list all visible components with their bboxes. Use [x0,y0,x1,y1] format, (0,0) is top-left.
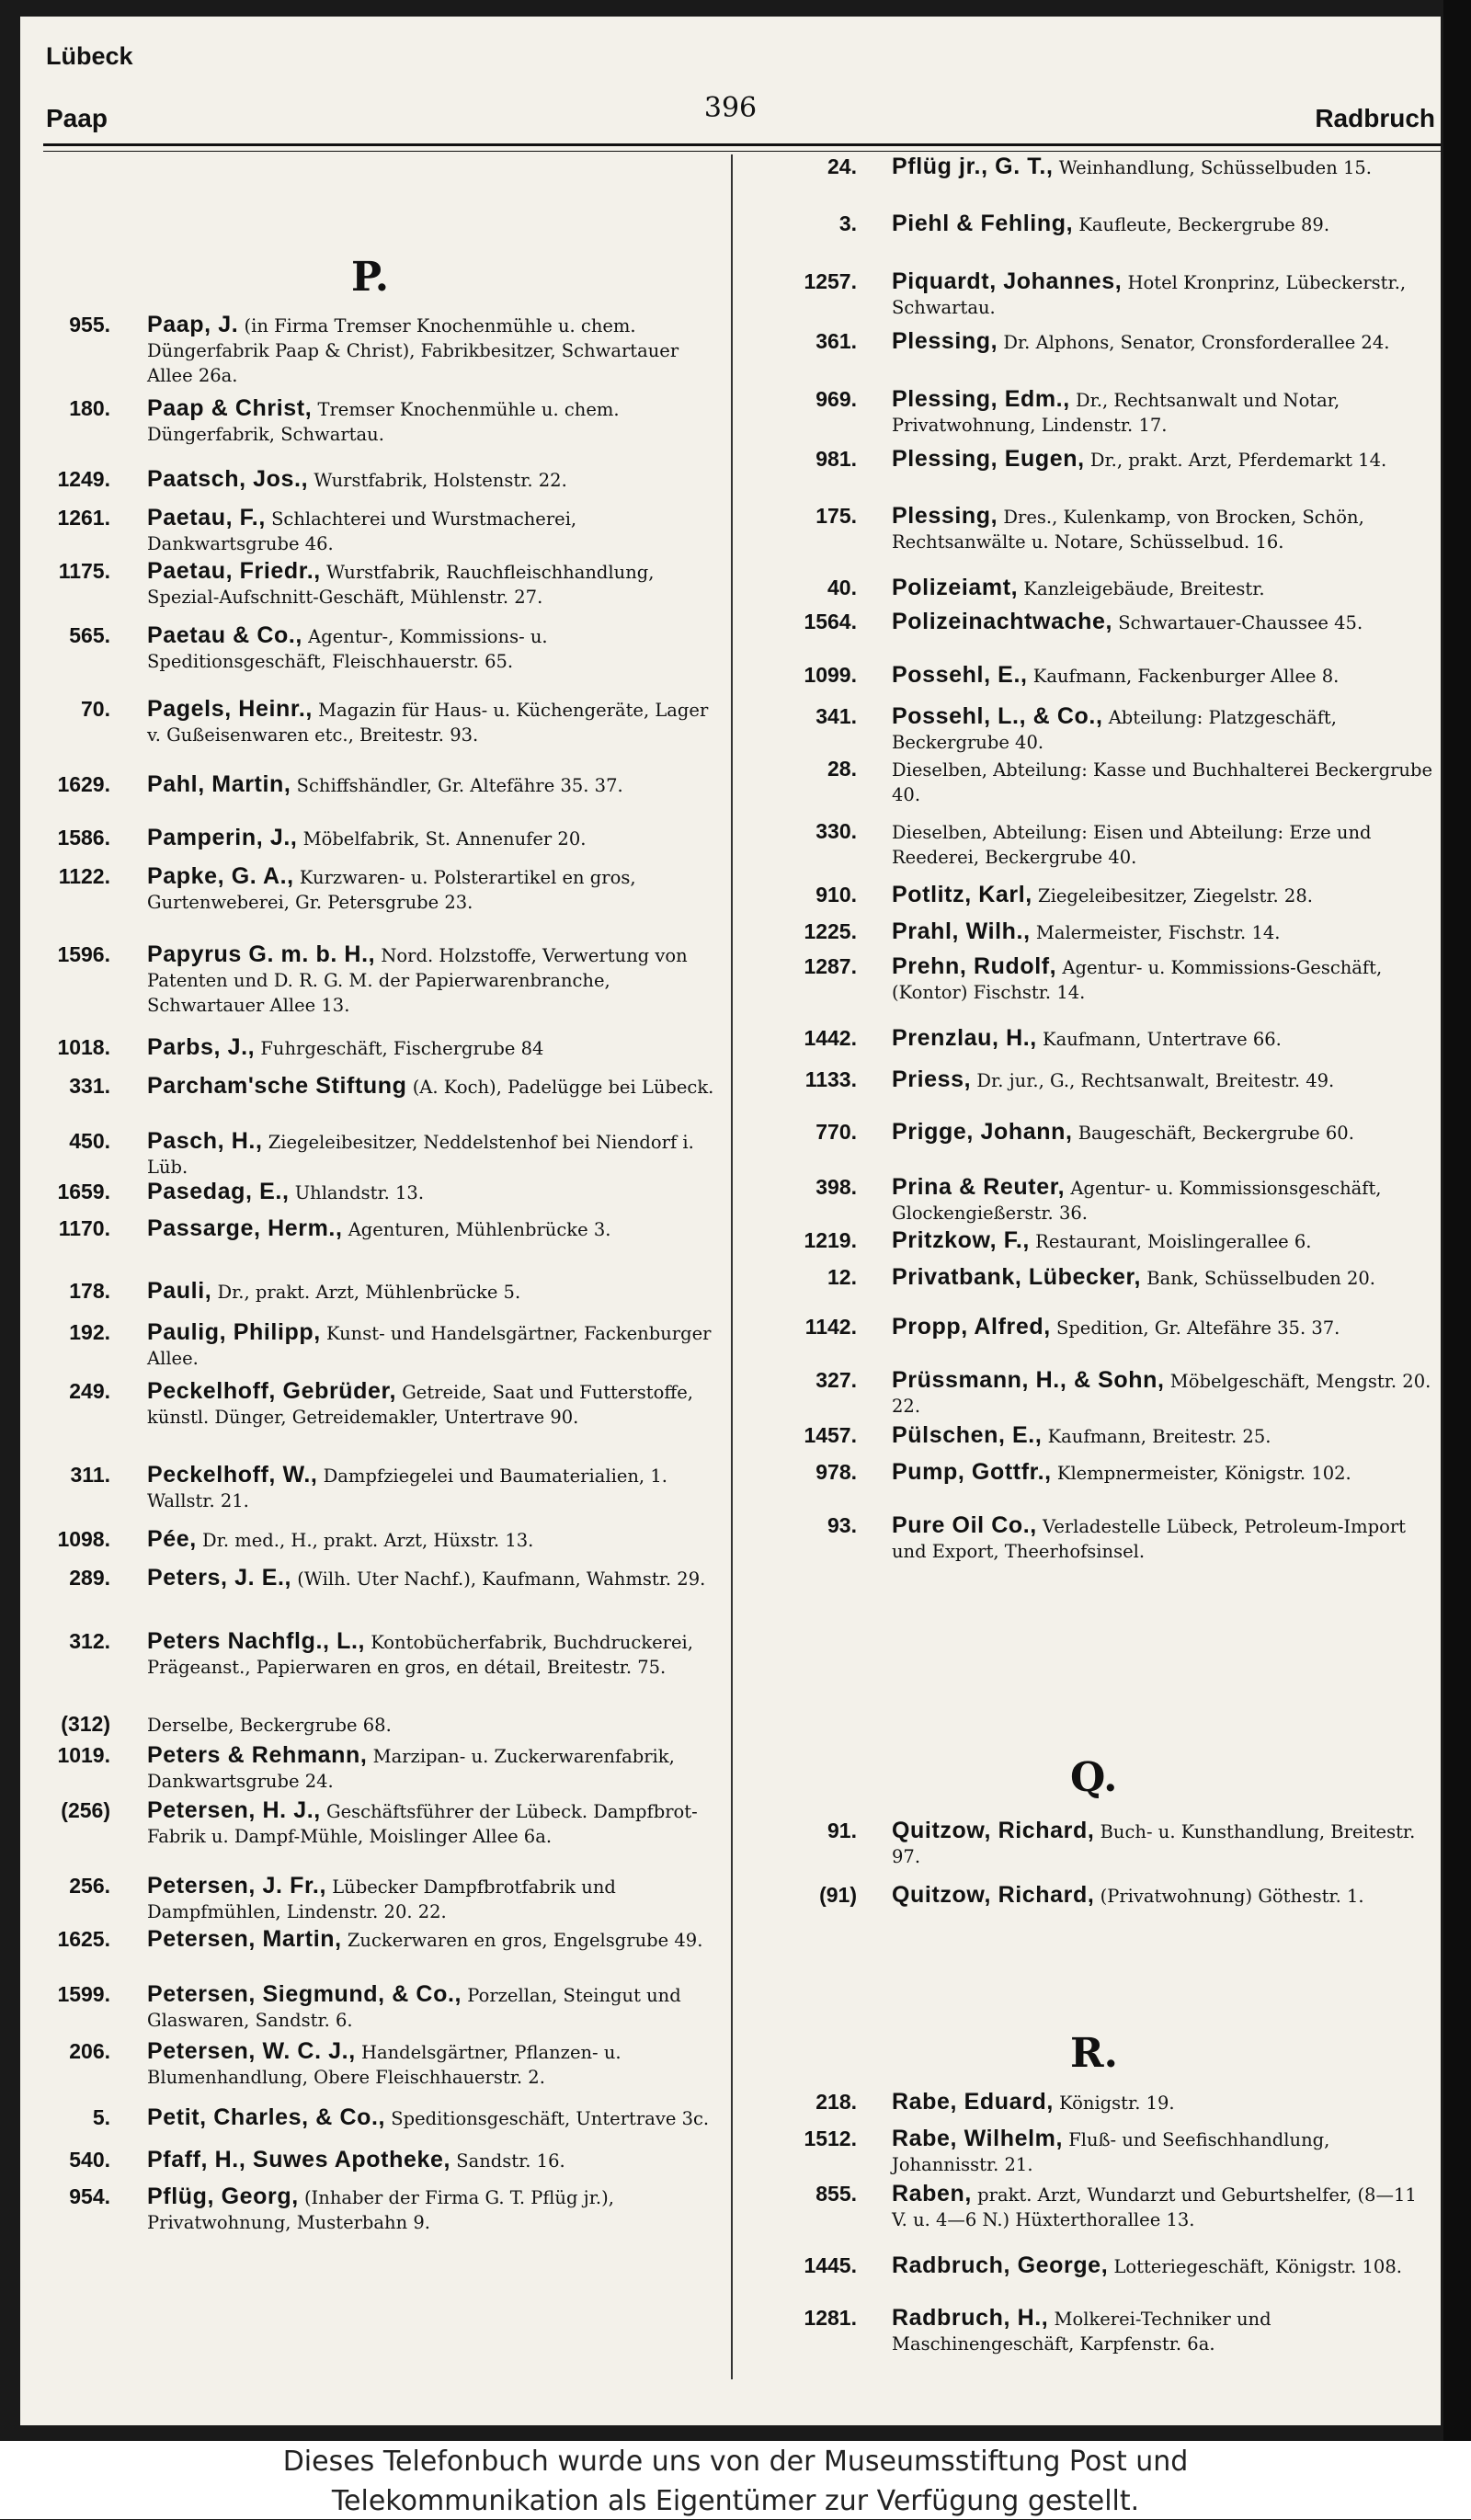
left-entry [147,1527,719,1553]
left-entry-number: 256. [69,1874,110,1898]
section-letter-p: P. [351,254,390,301]
entry-name: Petersen, H. J., [147,1797,321,1823]
right-entry-number: 1287. [804,954,857,978]
left-entry [147,313,719,388]
left-entry-number: 1098. [57,1527,110,1551]
left-entry-number: (312) [61,1712,110,1736]
left-entry-number: 1625. [57,1927,110,1951]
right-entry [892,1175,1436,1226]
directory-page [20,17,1441,2425]
entry-details: Fluß- und Seefischhandlung, Johannisstr. 21. [892,2129,1330,2175]
right-entry [892,1460,1436,1486]
entry-name: Privatbank, Lübecker, [892,1264,1142,1290]
entry-details: Verladestelle Lübeck, Petroleum-Import und Export, Theerhofsinsel. [892,1516,1406,1562]
left-entry-number: 1596. [57,942,110,966]
right-entry-number: 910. [815,883,857,907]
entry-name: Prigge, Johann, [892,1119,1073,1145]
left-entry-number: 311. [70,1463,110,1487]
left-entry [147,1074,719,1100]
right-entry [892,1368,1436,1419]
left-entry-number: 5. [92,2105,110,2129]
left-entry-number: 70. [81,697,110,721]
entry-details: Kunst- und Handelsgärtner, Fackenburger Allee. [147,1323,712,1369]
right-entry [892,954,1436,1005]
left-entry [147,1035,719,1061]
header-rule-thin [43,151,1441,152]
right-entry [892,757,1436,807]
r-entry [892,2127,1436,2177]
right-entry [892,1120,1436,1146]
entry-name: Petersen, Martin, [147,1926,342,1952]
entry-name: Peters, J. E., [147,1565,292,1591]
left-entry-number: 1659. [57,1180,110,1203]
entry-details: Uhlandstr. 13. [289,1182,425,1203]
entry-details: (Privatwohnung) Göthestr. 1. [1094,1886,1364,1907]
left-entry [147,1566,719,1591]
left-entry-number: 1249. [57,467,110,491]
left-entry [147,1463,719,1513]
q-entry-number: 91. [827,1819,857,1842]
scan-edge [1443,0,1471,2441]
entry-details: Wurstfabrik, Holstenstr. 22. [308,470,567,491]
r-entry-number: 218. [815,2090,857,2114]
entry-name: Pflüg jr., G. T., [892,154,1054,179]
entry-details: Kanzleigebäude, Breitestr. [1018,578,1265,599]
right-entry [892,1067,1436,1093]
left-entry [147,1129,719,1180]
left-entry-number: 178. [69,1279,110,1303]
r-entry [892,2090,1436,2115]
footer-notice [0,2441,1471,2519]
entry-name: Peters & Rehmann, [147,1742,368,1768]
entry-details: Speditionsgeschäft, Untertrave 3c. [385,2108,710,2129]
entry-details: (Wilh. Uter Nachf.), Kaufmann, Wahmstr. 29. [291,1568,706,1590]
entry-details: Schiffshändler, Gr. Altefähre 35. 37. [291,775,623,796]
entry-name: Paatsch, Jos., [147,466,309,492]
left-entry-number: (256) [61,1798,110,1822]
entry-name: Paetau, Friedr., [147,558,321,584]
left-entry-number: 331. [69,1074,110,1098]
entry-name: Pfaff, H., Suwes Apotheke, [147,2147,451,2172]
entry-details: Dr., Rechtsanwalt und Notar, Privatwohnung, Lindenstr. 17. [892,390,1340,436]
entry-name: Peckelhoff, W., [147,1462,318,1488]
right-entry-number: 1225. [804,919,857,943]
entry-name: Passarge, Herm., [147,1215,343,1241]
right-entry-number: 1099. [804,663,857,687]
left-entry-number: 1018. [57,1035,110,1059]
right-entry-number: 398. [815,1175,857,1199]
entry-details: Fuhrgeschäft, Fischergrube 84 [255,1038,544,1059]
entry-details: Porzellan, Steingut und Glaswaren, Sandstr. 6. [147,1985,681,2031]
entry-details: Schwartauer-Chaussee 45. [1112,612,1363,633]
q-entry [892,1819,1436,1869]
left-entry-number: 206. [69,2039,110,2063]
right-entry [892,269,1436,320]
header-rule [43,143,1441,146]
left-entry [147,623,719,674]
right-entry-number: 969. [815,387,857,411]
r-entry [892,2182,1436,2232]
right-entry-number: 1564. [804,610,857,633]
right-entry-number: 28. [827,757,857,781]
left-entry-number: 1170. [58,1216,110,1240]
left-entry [147,826,719,851]
right-entry-number: 1219. [804,1228,857,1252]
left-entry [147,559,719,610]
entry-details: Agentur-, Kommissions- u. Speditionsgeschäft, Fleischhauerstr. 65. [147,626,548,672]
header-city: Lübeck [46,42,133,70]
header-last-entry: Radbruch [1315,104,1435,132]
entry-details: Klempnermeister, Königstr. 102. [1051,1463,1351,1484]
entry-name: Quitzow, Richard, [892,1882,1095,1908]
entry-details: Baugeschäft, Beckergrube 60. [1072,1123,1354,1144]
entry-name: Prahl, Wilh., [892,918,1031,944]
right-entry [892,1265,1436,1291]
entry-details: Sandstr. 16. [450,2150,565,2172]
right-entry [892,211,1436,237]
entry-details: Königstr. 19. [1053,2092,1175,2114]
entry-details: Zuckerwaren en gros, Engelsgrube 49. [341,1930,703,1951]
entry-name: Petersen, Siegmund, & Co., [147,1981,462,2007]
left-entry [147,396,719,447]
entry-name: Parbs, J., [147,1034,256,1060]
entry-name: Papyrus G. m. b. H., [147,941,376,967]
entry-details: Weinhandlung, Schüsselbuden 15. [1053,157,1372,178]
entry-name: Plessing, [892,503,998,529]
entry-details: Wurstfabrik, Rauchfleischhandlung, Spezial-Aufschnitt-Geschäft, Mühlenstr. 27. [147,562,655,608]
entry-details: Dr. Alphons, Senator, Cronsforderallee 24. [998,332,1390,353]
entry-details: Lotteriegeschäft, Königstr. 108. [1108,2256,1402,2277]
left-entry [147,1279,719,1305]
entry-details: Nord. Holzstoffe, Verwertung von Patenten und D. R. G. M. der Papierwarenbranche, Schwartauer Allee 13. [147,945,688,1016]
left-entry [147,1927,719,1953]
left-entry-number: 1586. [57,826,110,850]
right-entry [892,1228,1436,1254]
entry-name: Plessing, [892,328,998,354]
entry-details: Dampfziegelei und Baumaterialien, 1. Wallstr. 21. [147,1465,667,1511]
left-entry-number: 312. [69,1629,110,1653]
right-entry [892,819,1436,870]
entry-name: Rabe, Eduard, [892,2089,1054,2115]
left-entry [147,467,719,493]
right-entry [892,883,1436,908]
right-entry-number: 1442. [804,1026,857,1050]
entry-name: Prina & Reuter, [892,1174,1066,1200]
entry-name: Quitzow, Richard, [892,1818,1095,1843]
entry-name: Prehn, Rudolf, [892,953,1057,979]
left-entry-number: 450. [69,1129,110,1153]
left-entry-number: 1019. [57,1743,110,1767]
entry-details: Schlachterei und Wurstmacherei, Dankwartsgrube 46. [147,508,577,554]
left-entry [147,942,719,1018]
right-entry [892,704,1436,755]
entry-details: Dres., Kulenkamp, von Brocken, Schön, Rechtsanwälte u. Notare, Schüsselbud. 16. [892,507,1364,553]
entry-name: Pagels, Heinr., [147,696,313,722]
left-entry-number: 180. [69,396,110,420]
entry-details: Marzipan- u. Zuckerwarenfabrik, Dankwartsgrube 24. [147,1746,675,1792]
column-divider [731,154,733,2379]
right-entry-number: 770. [815,1120,857,1144]
entry-name: Paetau & Co., [147,622,302,648]
entry-details: Bank, Schüsselbuden 20. [1141,1268,1376,1289]
left-entry [147,1320,719,1371]
right-entry-number: 978. [815,1460,857,1484]
r-entry-number: 1281. [804,2306,857,2330]
entry-details: Kontobücherfabrik, Buchdruckerei, Prägeanst., Papierwaren en gros, en détail, Breitestr. 75. [147,1632,693,1678]
entry-details: prakt. Arzt, Wundarzt und Geburtshelfer, (8—11 V. u. 4—6 N.) Hüxterthorallee 13. [892,2184,1417,2230]
entry-details: Agentur- u. Kommissions-Geschäft, (Kontor) Fischstr. 14. [892,957,1383,1003]
entry-details: Dr. med., H., prakt. Arzt, Hüxstr. 13. [196,1530,534,1551]
right-entry-number: 1457. [804,1423,857,1447]
left-entry [147,1216,719,1242]
entry-name: Plessing, Eugen, [892,446,1085,472]
right-entry-number: 341. [815,704,857,728]
section-letter-r: R. [1070,2030,1118,2077]
entry-details: Magazin für Haus- u. Küchengeräte, Lager v. Gußeisenwaren etc., Breitestr. 93. [147,700,709,746]
entry-details: Getreide, Saat und Futterstoffe, künstl. Dünger, Getreidemakler, Untertrave 90. [147,1382,693,1428]
right-entry-number: 1133. [804,1067,857,1091]
entry-name: Possehl, L., & Co., [892,703,1103,729]
r-entry [892,2306,1436,2356]
left-entry-number: 955. [69,313,110,336]
entry-details: (in Firma Tremser Knochenmühle u. chem. Düngerfabrik Paap & Christ), Fabrikbesitzer, Schwartauer Allee 26a. [147,315,679,386]
right-entry [892,576,1436,601]
entry-name: Petersen, J. Fr., [147,1873,327,1899]
left-entry [147,2039,719,2090]
entry-name: Pahl, Martin, [147,771,291,797]
right-entry-number: 12. [827,1265,857,1289]
section-letter-q: Q. [1070,1754,1118,1801]
left-entry [147,1874,719,1924]
entry-details: (A. Koch), Padelügge bei Lübeck. [406,1077,714,1098]
header-first-entry: Paap [46,104,108,132]
entry-name: Paap & Christ, [147,395,313,421]
entry-name: Prüssmann, H., & Sohn, [892,1367,1165,1393]
r-entry [892,2253,1436,2279]
entry-details: Lübecker Dampfbrotfabrik und Dampfmühlen, Lindenstr. 20. 22. [147,1876,616,1922]
left-entry-number: 289. [69,1566,110,1590]
r-entry-number: 1445. [804,2253,857,2277]
right-entry [892,504,1436,554]
right-entry-number: 93. [827,1513,857,1537]
entry-name: Paap, J. [147,312,239,337]
entry-name: Pump, Gottfr., [892,1459,1052,1485]
entry-details: Kaufmann, Fackenburger Allee 8. [1027,666,1340,687]
right-entry-number: 24. [827,154,857,178]
left-entry-number: 540. [69,2148,110,2172]
entry-name: Paetau, F., [147,505,266,530]
left-entry [147,864,719,915]
left-entry-number: 565. [69,623,110,647]
left-entry-number: 1175. [58,559,110,583]
left-entry-number: 1599. [57,1982,110,2006]
entry-name: Prenzlau, H., [892,1025,1037,1051]
entry-name: Polizeiamt, [892,575,1019,600]
right-entry [892,1315,1436,1340]
left-entry-number: 1629. [57,772,110,796]
entry-name: Pée, [147,1526,197,1552]
entry-details: Hotel Kronprinz, Lübeckerstr., Schwartau. [892,272,1407,318]
entry-details: Dieselben, Abteilung: Eisen und Abteilung: Erze und Reederei, Beckergrube 40. [892,822,1372,868]
entry-details: Kaufleute, Beckergrube 89. [1073,214,1330,235]
right-entry-number: 981. [815,447,857,471]
entry-name: Papke, G. A., [147,863,294,889]
left-entry-number: 1261. [57,506,110,530]
entry-name: Peckelhoff, Gebrüder, [147,1378,397,1404]
entry-name: Rabe, Wilhelm, [892,2126,1063,2151]
right-entry [892,329,1436,355]
right-entry [892,1513,1436,1564]
page-number: 396 [703,92,758,124]
q-entry [892,1883,1436,1909]
right-entry-number: 175. [815,504,857,528]
entry-name: Radbruch, George, [892,2252,1109,2278]
right-entry-number: 3. [838,211,857,235]
right-entry-number: 330. [815,819,857,843]
right-entry [892,387,1436,438]
entry-name: Possehl, E., [892,662,1028,688]
entry-name: Raben, [892,2181,972,2206]
r-entry-number: 855. [815,2182,857,2206]
entry-name: Petit, Charles, & Co., [147,2104,386,2130]
entry-details: Möbelgeschäft, Mengstr. 20. 22. [892,1371,1431,1417]
left-entry [147,1743,719,1794]
entry-name: Priess, [892,1066,972,1092]
entry-name: Pritzkow, F., [892,1227,1030,1253]
entry-name: Piehl & Fehling, [892,211,1074,236]
entry-name: Piquardt, Johannes, [892,268,1123,294]
left-entry [147,1712,719,1738]
entry-details: Dr., prakt. Arzt, Mühlenbrücke 5. [211,1282,521,1303]
entry-details: Kaufmann, Breitestr. 25. [1042,1426,1271,1447]
entry-name: Peters Nachflg., L., [147,1628,366,1654]
entry-name: Pülschen, E., [892,1422,1043,1448]
entry-details: Molkerei-Techniker und Maschinengeschäft, Karpfenstr. 6a. [892,2309,1271,2355]
footer-line-2: Telekommunikation als Eigentümer zur Verfügung gestellt. [331,2485,1140,2517]
left-entry [147,1798,719,1849]
entry-name: Pasedag, E., [147,1179,290,1204]
left-entry-number: 249. [69,1379,110,1403]
entry-details: Malermeister, Fischstr. 14. [1030,922,1281,943]
entry-name: Radbruch, H., [892,2305,1049,2331]
q-entry-number: (91) [819,1883,857,1907]
entry-name: Propp, Alfred, [892,1314,1051,1340]
entry-details: Dr. jur., G., Rechtsanwalt, Breitestr. 49. [971,1070,1335,1091]
entry-name: Paulig, Philipp, [147,1319,321,1345]
entry-name: Parcham'sche Stiftung [147,1073,407,1099]
entry-details: Dr., prakt. Arzt, Pferdemarkt 14. [1084,450,1387,471]
entry-details: Restaurant, Moislingerallee 6. [1029,1231,1312,1252]
entry-name: Pasch, H., [147,1128,263,1154]
left-entry [147,2184,719,2235]
entry-details: Ziegeleibesitzer, Neddelstenhof bei Niendorf i. Lüb. [147,1132,694,1178]
entry-name: Polizeinachtwache, [892,609,1113,634]
entry-name: Pauli, [147,1278,212,1304]
right-entry [892,1423,1436,1449]
left-entry [147,697,719,747]
entry-name: Plessing, Edm., [892,386,1070,412]
left-entry [147,1629,719,1680]
right-entry-number: 361. [815,329,857,353]
entry-details: Buch- u. Kunsthandlung, Breitestr. 97. [892,1821,1416,1867]
right-entry-number: 40. [827,576,857,599]
left-entry-number: 192. [69,1320,110,1344]
r-entry-number: 1512. [804,2127,857,2150]
entry-details: Handelsgärtner, Pflanzen- u. Blumenhandlung, Obere Fleischhauerstr. 2. [147,2042,621,2088]
right-entry-number: 1257. [804,269,857,293]
left-entry [147,2105,719,2131]
entry-name: Pflüg, Georg, [147,2184,299,2209]
entry-details: Spedition, Gr. Altefähre 35. 37. [1050,1317,1340,1339]
right-entry [892,610,1436,635]
entry-details: Derselbe, Beckergrube 68. [147,1715,392,1736]
footer-line-1: Dieses Telefonbuch wurde uns von der Museumsstiftung Post und [282,2446,1189,2478]
right-entry-number: 1142. [804,1315,857,1339]
left-entry [147,506,719,556]
left-entry [147,1379,719,1430]
entry-details: Geschäftsführer der Lübeck. Dampfbrot-Fabrik u. Dampf-Mühle, Moislinger Allee 6a. [147,1801,698,1847]
entry-details: Dieselben, Abteilung: Kasse und Buchhalterei Beckergrube 40. [892,759,1433,805]
entry-name: Petersen, W. C. J., [147,2038,356,2064]
entry-details: (Inhaber der Firma G. T. Pflüg jr.), Privatwohnung, Musterbahn 9. [147,2187,614,2233]
left-entry [147,1180,719,1205]
entry-details: Möbelfabrik, St. Annenufer 20. [297,828,587,850]
entry-name: Potlitz, Karl, [892,882,1032,907]
entry-details: Agentur- u. Kommissionsgeschäft, Glockengießerstr. 36. [892,1178,1382,1224]
left-entry-number: 954. [69,2184,110,2208]
entry-details: Kaufmann, Untertrave 66. [1036,1029,1282,1050]
right-entry [892,663,1436,689]
right-entry [892,1026,1436,1052]
right-entry-number: 327. [815,1368,857,1392]
left-entry-number: 1122. [58,864,110,888]
entry-details: Tremser Knochenmühle u. chem. Düngerfabrik, Schwartau. [147,399,620,445]
left-entry [147,2148,719,2173]
entry-name: Pamperin, J., [147,825,298,850]
entry-details: Abteilung: Platzgeschäft, Beckergrube 40. [892,707,1337,753]
entry-details: Agenturen, Mühlenbrücke 3. [342,1219,611,1240]
left-entry [147,772,719,798]
entry-details: Ziegeleibesitzer, Ziegelstr. 28. [1032,885,1313,907]
right-entry [892,919,1436,945]
entry-details: Kurzwaren- u. Polsterartikel en gros, Gurtenweberei, Gr. Petersgrube 23. [147,867,636,913]
right-entry [892,154,1436,180]
entry-name: Pure Oil Co., [892,1512,1037,1538]
left-entry [147,1982,719,2033]
right-entry [892,447,1436,473]
